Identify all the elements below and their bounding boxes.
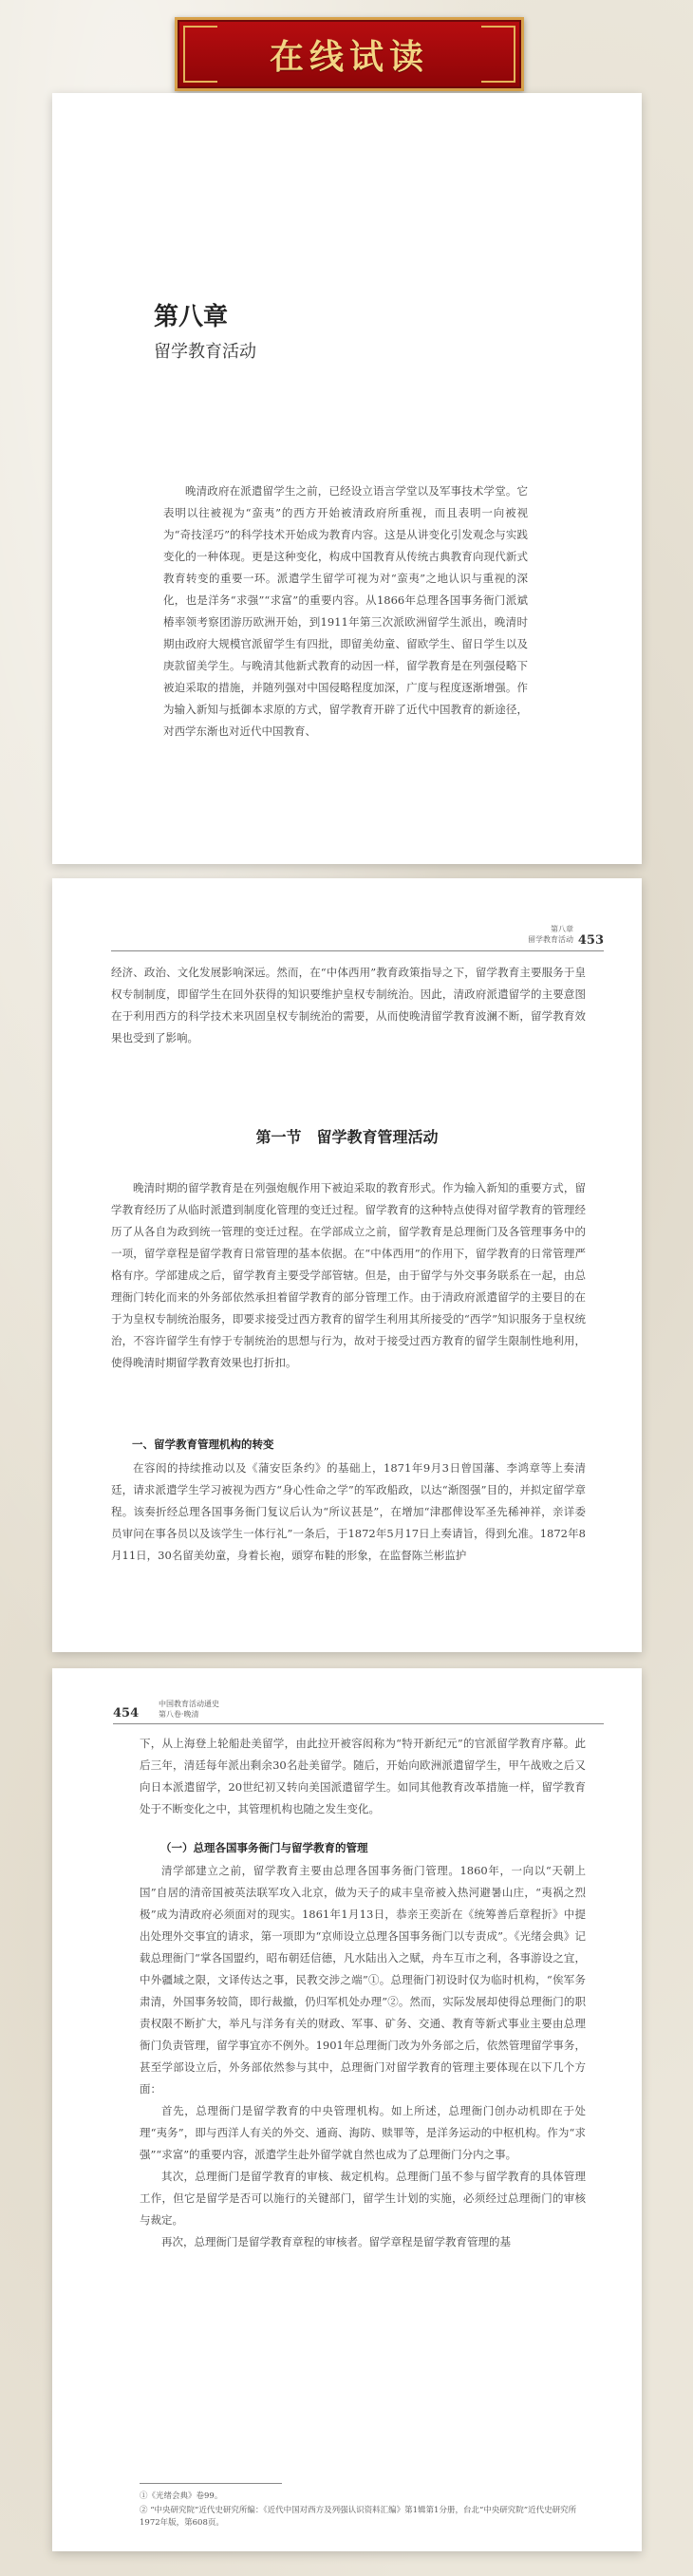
section-title: 第一节 留学教育管理活动 — [255, 1128, 439, 1146]
banner-ornament-corner — [481, 48, 515, 83]
paragraph: 首先，总理衙门是留学教育的中央管理机构。如上所述，总理衙门创办动机即在于处理“夷务”，即与西洋人有关的外交、通商、海防、赎罪等，是洋务运动的中枢机构。作为“求强”“求富”的重要内容，派遣学生赴外留学就自然也成为了总理衙门分内之事。 — [140, 2104, 586, 2161]
paragraph: 经济、政治、文化发展影响深远。然而，在“中体西用”教育政策指导之下，留学教育主要服务于皇权专制制度，即留学生在回外获得的知识要维护皇权专制统治。因此，清政府派遣留学的主要意图在于利用西方的科学技术来巩固皇权专制统治的需要，从而使晚清留学教育波澜不断，留学教育效果也受到了影响。 — [111, 966, 586, 1044]
running-head-title: 留学教育活动 — [528, 935, 573, 944]
paragraph: 在容闳的持续推动以及《蒲安臣条约》的基础上，1871年9月3日曾国藩、李鸿章等上奏清廷，请求派遣学生学习被视为西方“身心性命之学”的军政船政，以达“渐图强”目的，并拟定留学章程。该奏折经总理各国事务衙门复议后认为“所议甚是”，在增加“津郡俾设军圣先稀神祥，亲详委员审问在事各员以及该学生一体行礼”一条后，于1872年5月17日上奏请旨，得到允准。1872年8月11日，30名留美幼童，身着长袍，頭穿布鞋的形象，在监督陈兰彬监护 — [111, 1461, 586, 1562]
book-page-454 — [52, 1668, 642, 2551]
paragraph: 清学部建立之前，留学教育主要由总理各国事务衙门管理。1860年，一向以“天朝上国”自居的清帝国被英法联军攻入北京，做为天子的咸丰皇帝被入热河避暑山庄，“夷祸之烈极”成为清政府必须面对的现实。1861年1月13日，恭亲王奕訢在《统筹善后章程折》中提出处理外交事宜的请求，第一项即为“京师设立总理各国事务衙门以专责成”。《光绪会典》记载总理衙门“掌各国盟约，昭布朝廷信德，凡水陆出入之赋，舟车互市之利，各事游设之宜，中外疆域之限，文译传达之事，民教交涉之端”①。总理衙门初设时仅为临时机构，“俟军务肃清，外国事务较简，即行裁撤，仍归军机处办理”②。然而，实际发展却使得总理衙门的职责权限不断扩大，举凡与洋务有关的财政、军事、矿务、交通、教育等新式事业主要由总理衙门负责管理，留学事宜亦不例外。1901年总理衙门改为外务部之后，依然管理留学事务，甚至学部设立后，外务部依然参与其中，总理衙门对留学教育的管理主要体现在以下几个方面： — [140, 1864, 586, 2096]
footnotes — [140, 2491, 586, 2531]
page-number: 454 — [113, 1706, 140, 1720]
paragraph: 再次，总理衙门是留学教育章程的审核者。留学章程是留学教育管理的基 — [161, 2235, 511, 2248]
paragraph: 晚清政府在派遣留学生之前，已经设立语言学堂以及军事技术学堂。它表明以往被视为“蛮夷”的西方开始被清政府所重视，而且表明一向被视为“奇技淫巧”的科学技术开始成为教育内容。这是从讲变化引发观念与实践变化的一种体现。更是这种变化，构成中国教育从传统古典教育向现代新式教育转变的重要一环。派遣学生留学可视为对“蛮夷”之地认识与重视的深化，也是洋务“求强”“求富”的重要内容。从1866年总理各国事务衙门派斌椿率领考察团游历欧洲开始，到1911年第三次派欧洲留学生派出，晚清时期由政府大规模官派留学生有四批，即留美幼童、留欧学生、留日学生以及庚款留美学生。与晚清其他新式教育的动因一样，留学教育是在列强侵略下被迫采取的措施，并随列强对中国侵略程度加深，广度与程度逐渐增强。作为输入新知与抵御本求原的方式，留学教育开辟了近代中国教育的新途径，对西学东渐也对近代中国教育、 — [163, 484, 528, 738]
running-head-volume: 第八卷·晚清 — [159, 1710, 199, 1719]
banner-title: 在线试读 — [269, 37, 429, 77]
header-rule — [113, 1723, 604, 1724]
running-head — [528, 924, 573, 945]
chapter-heading — [154, 297, 256, 363]
paragraph: 下，从上海登上轮船赴美留学，由此拉开被容闳称为“特开新纪元”的官派留学教育序幕。此后三年，清廷每年派出剩余30名赴美留学。随后，开始向欧洲派遣留学生，甲午战败之后又向日本派遣留学，20世纪初又转向美国派遣留学生。如同其他教育改革措施一样，留学教育处于不断变化之中，其管理机构也随之发生变化。 — [140, 1737, 586, 1815]
book-page-453 — [52, 878, 642, 1652]
footnote: ② “中央研究院”近代史研究所编：《近代中国对西方及列强认识资料汇编》第1辑第1分册，台北“中央研究院”近代史研究所1972年版，第608页。 — [140, 2506, 577, 2528]
section-body-text — [111, 1177, 586, 1374]
paragraph: 其次，总理衙门是留学教育的审核、裁定机构。总理衙门虽不参与留学教育的具体管理工作，但它是留学是否可以施行的关键部门，留学生计划的实施，必须经过总理衙门的审核与裁定。 — [140, 2170, 586, 2227]
running-head — [159, 1699, 219, 1720]
running-head-book: 中国教育活动通史 — [159, 1700, 219, 1708]
body-text-continued — [111, 962, 586, 1049]
footnote-rule — [140, 2483, 282, 2484]
header-banner — [175, 17, 524, 91]
subsection-title: 一、留学教育管理机构的转变 — [132, 1438, 274, 1451]
subsection-title: （一）总理各国事务衙门与留学教育的管理 — [160, 1841, 368, 1854]
chapter-title: 留学教育活动 — [154, 342, 256, 362]
chapter-number: 第八章 — [154, 303, 229, 331]
subsection-body-text — [111, 1457, 586, 1567]
chapter-intro-text — [163, 480, 528, 743]
header-rule — [111, 950, 604, 951]
paragraph: 晚清时期的留学教育是在列强炮舰作用下被迫采取的教育形式。作为输入新知的重要方式，留学教育经历了从临时派遣到制度化管理的变迁过程。留学教育的这种特点使得对留学教育的管理经历了从各自为政到统一管理的变迁过程。在学部成立之前，留学教育是总理衙门及各管理事务中的一项，留学章程是留学教育日常管理的基本依据。在“中体西用”的作用下，留学教育的日常管理严格有序。学部建成之后，留学教育主要受学部管辖。但是，由于留学与外交事务联系在一起，由总理衙门转化而来的外务部依然承担着留学教育的部分管理工作。由于清政府派遣留学的主要目的在于为皇权专制统治服务，即要求接受过西方教育的留学生利用其所接受的“西学”知识服务于皇权统治，不容许留学生有悖于专制统治的思想与行为，故对于接受过西方教育的留学生限制性地利用，使得晚清时期留学教育效果也打折扣。 — [111, 1181, 586, 1369]
book-page-chapter-opener — [52, 93, 642, 864]
subsection-body-text — [140, 1860, 586, 2253]
page-number: 453 — [577, 933, 604, 948]
body-text-continued — [140, 1733, 586, 1820]
banner-ornament-corner — [183, 48, 217, 83]
footnote: ①《光绪会典》卷99。 — [140, 2491, 223, 2501]
running-head-chapter: 第八章 — [551, 925, 573, 933]
